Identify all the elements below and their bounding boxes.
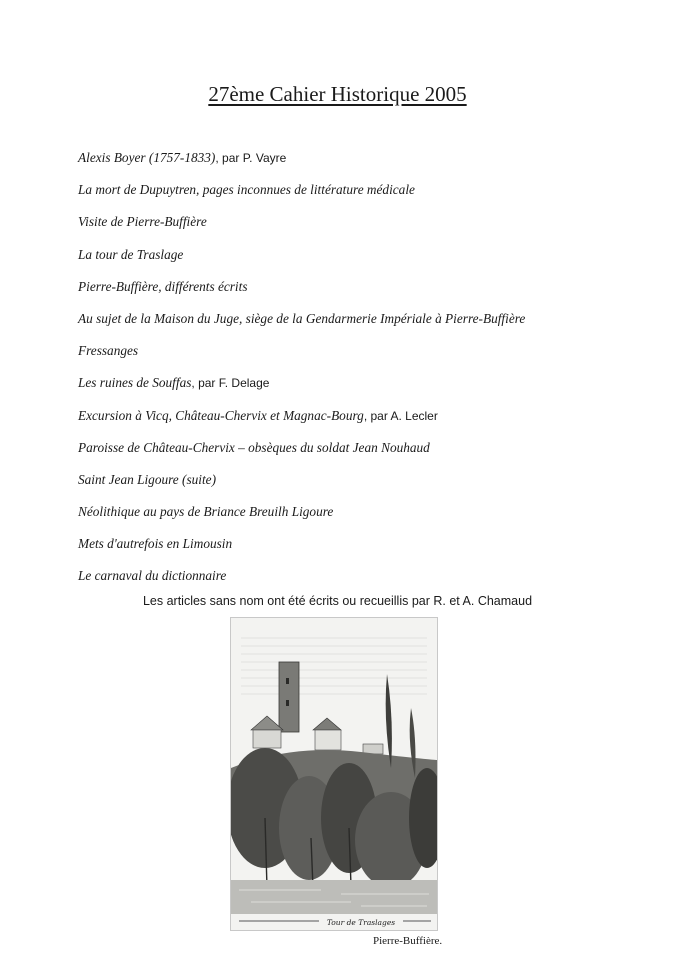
entry-title: Excursion à Vicq, Château-Chervix et Magnac-Bourg xyxy=(78,407,364,423)
toc-entry xyxy=(78,408,658,440)
entry-title: Paroisse de Château-Chervix – obsèques du soldat Jean Nouhaud xyxy=(78,439,430,455)
toc-entry xyxy=(78,214,658,246)
entry-title: Fressanges xyxy=(78,343,139,359)
toc-entry xyxy=(78,279,658,311)
toc-entry xyxy=(78,343,658,375)
entry-title: La mort de Dupuytren, pages inconnues de littérature médicale xyxy=(78,182,415,198)
entry-author: , par F. Delage xyxy=(191,376,270,391)
entry-title: La tour de Traslage xyxy=(78,246,184,262)
entry-title: Mets d'autrefois en Limousin xyxy=(78,536,233,552)
engraving-inscription: Tour de Traslages xyxy=(326,918,396,927)
toc-entry xyxy=(78,440,658,472)
entry-title: Le carnaval du dictionnaire xyxy=(78,568,227,584)
entry-title: Néolithique au pays de Briance Breuilh Ligoure xyxy=(78,504,334,520)
toc-entry xyxy=(78,182,658,214)
entry-title: Alexis Boyer (1757-1833) xyxy=(78,150,216,165)
toc-entry xyxy=(78,150,658,182)
entry-author: , par A. Lecler xyxy=(363,408,438,423)
tower-landscape-drawing xyxy=(231,618,437,930)
page-title: 27ème Cahier Historique 2005 xyxy=(208,82,467,106)
engraving-illustration xyxy=(230,617,438,931)
toc-entry xyxy=(78,247,658,279)
toc-entry xyxy=(78,504,658,536)
toc-entry xyxy=(78,536,658,568)
entry-title: Les ruines de Souffas xyxy=(78,375,192,391)
toc-entry xyxy=(78,311,658,343)
authorship-note: Les articles sans nom ont été écrits ou recueillis par R. et A. Chamaud xyxy=(142,594,533,608)
entry-title: Pierre-Buffière, différents écrits xyxy=(78,278,248,294)
entry-title: Au sujet de la Maison du Juge, siège de la Gendarmerie Impériale à Pierre-Buffière xyxy=(78,310,526,326)
toc-entry xyxy=(78,375,658,407)
entry-title: Saint Jean Ligoure (suite) xyxy=(78,471,216,487)
illustration-caption: Pierre-Buffière. xyxy=(373,935,443,947)
entry-title: Visite de Pierre-Buffière xyxy=(78,214,207,230)
entry-author: , par P. Vayre xyxy=(215,151,287,165)
toc-entry xyxy=(78,472,658,504)
table-of-contents xyxy=(78,150,658,601)
